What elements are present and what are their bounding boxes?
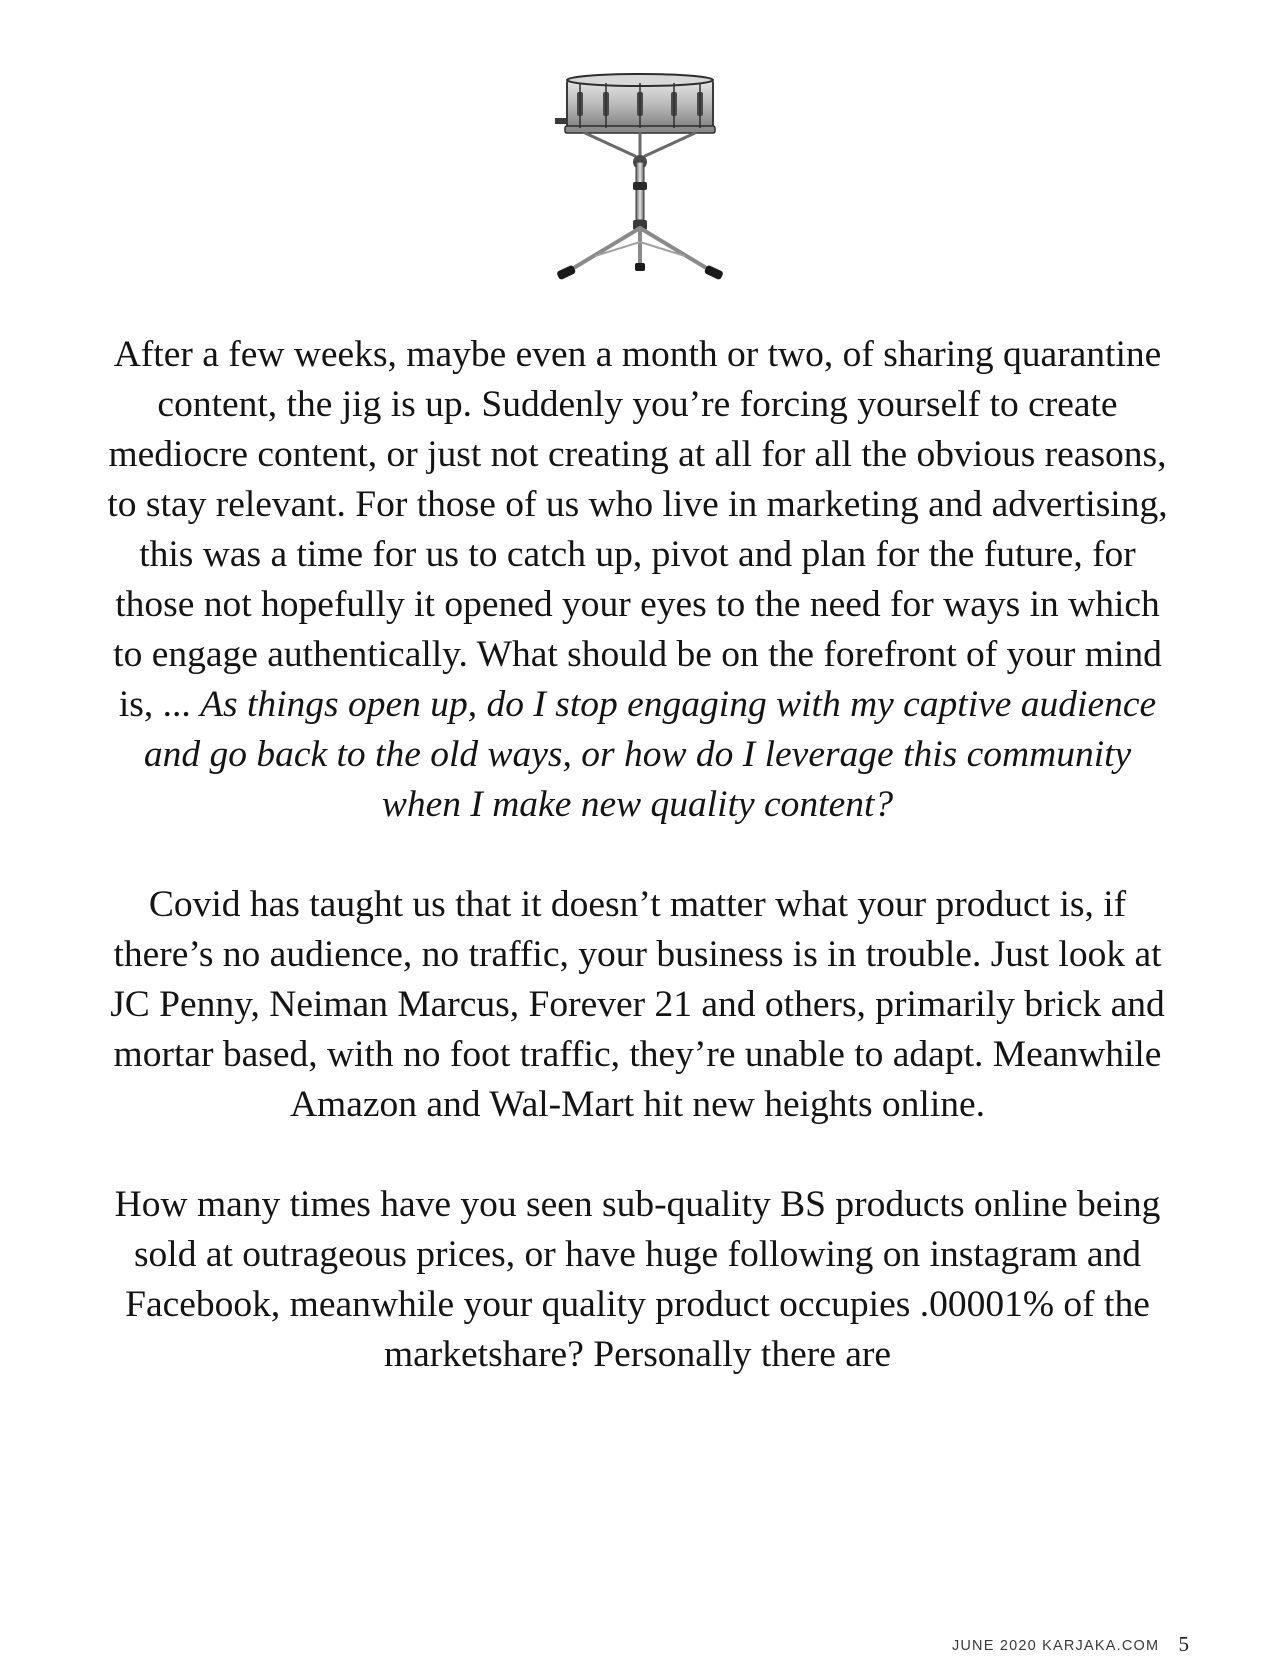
paragraph-quarantine-question: As things open up, do I stop engaging with my captive audience and go back to the old ways, or how do I leverage this community when I make new quality content? <box>143 684 1157 825</box>
footer-site: KARJAKA.COM <box>1042 1638 1160 1654</box>
page-number: 5 <box>1178 1632 1189 1656</box>
page-footer <box>952 1631 1189 1656</box>
footer-issue-date: JUNE 2020 <box>951 1638 1037 1654</box>
paragraph-quarantine-content <box>100 330 1175 830</box>
article-body <box>100 330 1175 1430</box>
snare-drum-on-stand-icon <box>555 70 725 295</box>
paragraph-covid-lessons: Covid has taught us that it doesn’t matter what your product is, if there’s no audience, no traffic, your business is in trouble. Just look at JC Penny, Neiman Marcus, Forever 21 and others, primarily brick and mortar based, with no foot traffic, they’re unable to adapt. Meanwhile Amazon and Wal-Mart hit new heights online. <box>110 884 1165 1125</box>
paragraph-quarantine-text: After a few weeks, maybe even a month or two, of sharing quarantine content, the jig is up. Suddenly you’re forcing yourself to create mediocre content, or just not creating at all for all the obvious reasons, to stay relevant. For those of us who live in marketing and advertising, this was a time for us to catch up, pivot and plan for the future, for those not hopefully it opened your eyes to the need for ways in which to engage authentically. What should be on the forefront of your mind is, ... <box>107 334 1168 725</box>
snare-drum-illustration <box>555 70 725 295</box>
paragraph-sub-quality-products: How many times have you seen sub-quality BS products online being sold at outrageous prices, or have huge following on instagram and Facebook, meanwhile your quality product occupies .00001% of the marketshare? Personally there are <box>114 1184 1161 1375</box>
